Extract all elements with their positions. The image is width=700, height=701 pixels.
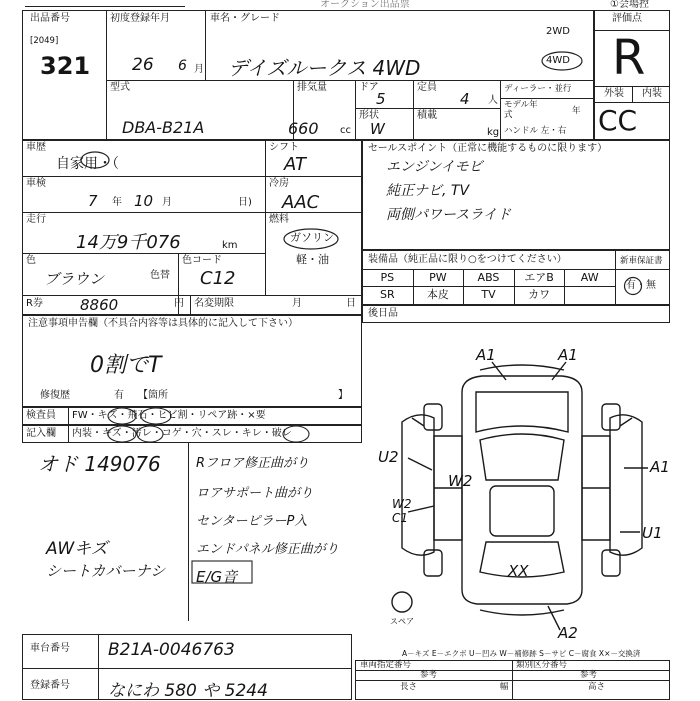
color-code-label: 色コード bbox=[182, 255, 222, 266]
meigi-day-unit: 日 bbox=[346, 298, 356, 309]
displacement-unit: cc bbox=[340, 125, 351, 136]
exterior-interior-value: CC bbox=[598, 104, 638, 137]
entry-label: 記入欄 bbox=[26, 428, 56, 439]
inspection-year-unit: 年 bbox=[112, 197, 122, 208]
remark-left-1: オド 149076 bbox=[38, 452, 161, 476]
aircon-label: 冷房 bbox=[269, 178, 289, 189]
inspection-year: 7 bbox=[88, 192, 98, 210]
remark-left-3: シートカバーナシ bbox=[46, 562, 166, 580]
inspection-month-unit: 月 bbox=[162, 197, 172, 208]
inspector-text: FW・キズ・飛石・ヒビ割・リペア跡・×要 bbox=[72, 410, 266, 421]
equipment-item: TV bbox=[481, 288, 496, 301]
damage-xx-rear: XX bbox=[508, 562, 529, 580]
repair-location: 【箇所 bbox=[138, 390, 168, 401]
capacity-unit: 人 bbox=[488, 95, 498, 106]
repair-close: 】 bbox=[338, 390, 348, 401]
remark-right-2: ロアサポート曲がり bbox=[196, 486, 314, 501]
first-reg-month-unit: 月 bbox=[194, 64, 204, 75]
repair-value: 有 bbox=[114, 390, 124, 401]
equipment-item: カワ bbox=[528, 288, 551, 301]
rear-block bbox=[362, 305, 670, 323]
equipment-item: SR bbox=[379, 288, 395, 301]
category-label: 類別区分番号 bbox=[516, 660, 568, 670]
lot-label: 出品番号 bbox=[30, 13, 70, 24]
model-label: 車名・グレード bbox=[210, 13, 280, 24]
car-type-label: 車歴 bbox=[26, 142, 46, 153]
shape-label: 形状 bbox=[359, 110, 379, 121]
damage-u1-right-rear: U1 bbox=[642, 524, 663, 542]
capacity-value: 4 bbox=[460, 90, 470, 108]
equipment-item: AW bbox=[580, 271, 599, 284]
registration-value: なにわ 580 や 5244 bbox=[108, 681, 268, 701]
damage-a2-rear: A2 bbox=[558, 624, 578, 640]
designated-label: 車両指定番号 bbox=[360, 660, 412, 670]
remark-right-5: E/G音 bbox=[196, 568, 238, 586]
fuel-option-gas: ガソリン bbox=[290, 231, 334, 244]
registration-label: 登録番号 bbox=[30, 680, 70, 691]
first-reg-label: 初度登録年月 bbox=[110, 13, 170, 24]
grade-label: 評価点 bbox=[612, 13, 642, 24]
sales-point-1: エンジンイモビ bbox=[386, 159, 483, 175]
notes-handwritten: 0割でT bbox=[90, 353, 162, 378]
entry-text: 内装・キズ・汚レ・コゲ・穴・スレ・キレ・破レ bbox=[72, 428, 292, 439]
shift-value: AT bbox=[284, 154, 306, 175]
shape-value: W bbox=[370, 120, 385, 138]
copy-label: ①会場控 bbox=[610, 0, 649, 10]
meigi-label: 名変期限 bbox=[194, 298, 234, 309]
sales-point-2: 純正ナビ, TV bbox=[386, 183, 470, 199]
damage-a1-front-right: A1 bbox=[558, 346, 578, 364]
equipment-label: 装備品（純正品に限り○をつけてください） bbox=[368, 254, 567, 265]
damage-legend: A－キズ E－エクボ U－凹み W－補修跡 S－サビ C－腐食 X×－交換済 bbox=[402, 649, 641, 658]
exterior-label: 外装 bbox=[604, 88, 624, 99]
equipment-item: エアB bbox=[524, 271, 554, 284]
displacement-label: 排気量 bbox=[297, 82, 327, 93]
aircon-value: AAC bbox=[282, 192, 320, 213]
new-car-warranty-value: 有・無 bbox=[626, 280, 656, 291]
color-label: 色 bbox=[26, 255, 36, 266]
warranty-circle bbox=[622, 276, 644, 296]
inspection-day-unit: 日) bbox=[238, 197, 252, 208]
damage-a1-right: A1 bbox=[650, 458, 670, 476]
new-car-warranty-label: 新車保証書 bbox=[620, 256, 663, 266]
notes-label: 注意事項申告欄（不具合内容等は具体的に記入して下さい） bbox=[28, 318, 298, 329]
equipment-item: 本皮 bbox=[426, 288, 449, 301]
remark-right-4: エンドパネル修正曲がり bbox=[196, 542, 339, 557]
lot-code: [2049] bbox=[30, 36, 59, 46]
equipment-item: PS bbox=[380, 271, 395, 284]
mileage-label: 走行 bbox=[26, 214, 46, 225]
rear-label: 後日品 bbox=[368, 308, 398, 319]
damage-w2-left-door: W2 bbox=[448, 472, 473, 490]
fuel-label: 燃料 bbox=[269, 214, 289, 225]
model-value: デイズルークス 4WD bbox=[228, 56, 421, 80]
repair-label: 修復歴 bbox=[40, 390, 70, 401]
recycle-unit: 円 bbox=[174, 298, 184, 309]
displacement-value: 660 bbox=[288, 119, 319, 138]
color-value: ブラウン bbox=[44, 270, 105, 288]
sales-points-label: セールスポイント（正常に機能するものに限ります） bbox=[368, 143, 608, 154]
color-code-value: C12 bbox=[200, 268, 236, 289]
grade-value: R bbox=[612, 30, 646, 86]
inspection-month: 10 bbox=[134, 192, 154, 210]
dealer-label: ディーラー・並行 bbox=[504, 84, 572, 94]
remark-right-3: センターピラーP入 bbox=[196, 514, 308, 529]
type-value: DBA-B21A bbox=[122, 118, 205, 137]
fuel-circle bbox=[282, 228, 340, 250]
remark-left-2: AWキズ bbox=[46, 539, 108, 559]
width-label: 幅 bbox=[500, 682, 509, 692]
color-change-label: 色替 bbox=[150, 270, 170, 281]
note-right: 参考 bbox=[580, 670, 598, 680]
load-label: 積載 bbox=[417, 110, 437, 121]
model-year-label: モデル年式 bbox=[504, 100, 538, 120]
doors-value: 5 bbox=[376, 90, 386, 108]
height-label: 高さ bbox=[588, 682, 606, 692]
capacity-label: 定員 bbox=[417, 82, 437, 93]
top-rule bbox=[25, 6, 185, 7]
fourwd-circle bbox=[540, 50, 584, 72]
mileage-unit: km bbox=[222, 240, 238, 251]
chassis-value: B21A-0046763 bbox=[108, 640, 235, 660]
eg-box bbox=[190, 558, 260, 586]
doors-label: ドア bbox=[359, 82, 379, 93]
checkmark-circles bbox=[100, 404, 360, 446]
chassis-label: 車台番号 bbox=[30, 643, 70, 654]
lot-number: 321 bbox=[40, 52, 91, 80]
shift-label: シフト bbox=[269, 142, 299, 153]
recycle-value: 8860 bbox=[80, 296, 119, 314]
fourwd-label: 4WD bbox=[546, 55, 570, 66]
first-reg-month: 6 bbox=[178, 58, 187, 74]
load-unit: kg bbox=[487, 127, 500, 138]
meigi-month-unit: 月 bbox=[292, 298, 302, 309]
interior-label: 内装 bbox=[642, 88, 662, 99]
fuel-option-diesel: 軽・油 bbox=[296, 253, 329, 266]
faint-header: オークション出品票 bbox=[320, 0, 410, 10]
handle-label: ハンドル 左・右 bbox=[504, 126, 567, 136]
remark-right-1: Rフロア修正曲がり bbox=[196, 456, 310, 471]
equipment-item: ABS bbox=[477, 271, 500, 284]
type-label: 型式 bbox=[110, 82, 130, 93]
twowd-label: 2WD bbox=[546, 26, 570, 37]
model-year-unit: 年 bbox=[572, 106, 581, 116]
inspection-label: 車検 bbox=[26, 178, 46, 189]
first-reg-year: 26 bbox=[132, 55, 154, 75]
car-type-circle bbox=[80, 150, 110, 170]
recycle-label: R券 bbox=[26, 298, 43, 309]
damage-w2-left-rear: W2 bbox=[392, 497, 412, 511]
car-type-value: 自家用・（ bbox=[56, 156, 119, 172]
length-label: 長さ bbox=[400, 682, 418, 692]
damage-a1-front-left: A1 bbox=[476, 346, 496, 364]
equipment-item: PW bbox=[429, 271, 447, 284]
spare-label: スペア bbox=[390, 617, 414, 626]
inspector-label: 検査員 bbox=[26, 410, 56, 421]
mileage-value: 14万9千076 bbox=[76, 232, 181, 253]
note-left: 参考 bbox=[420, 670, 438, 680]
damage-c1-left-rear: C1 bbox=[392, 511, 409, 525]
sales-point-3: 両側パワースライド bbox=[386, 207, 511, 223]
car-diagram bbox=[372, 340, 692, 640]
damage-u2-left: U2 bbox=[378, 448, 399, 466]
